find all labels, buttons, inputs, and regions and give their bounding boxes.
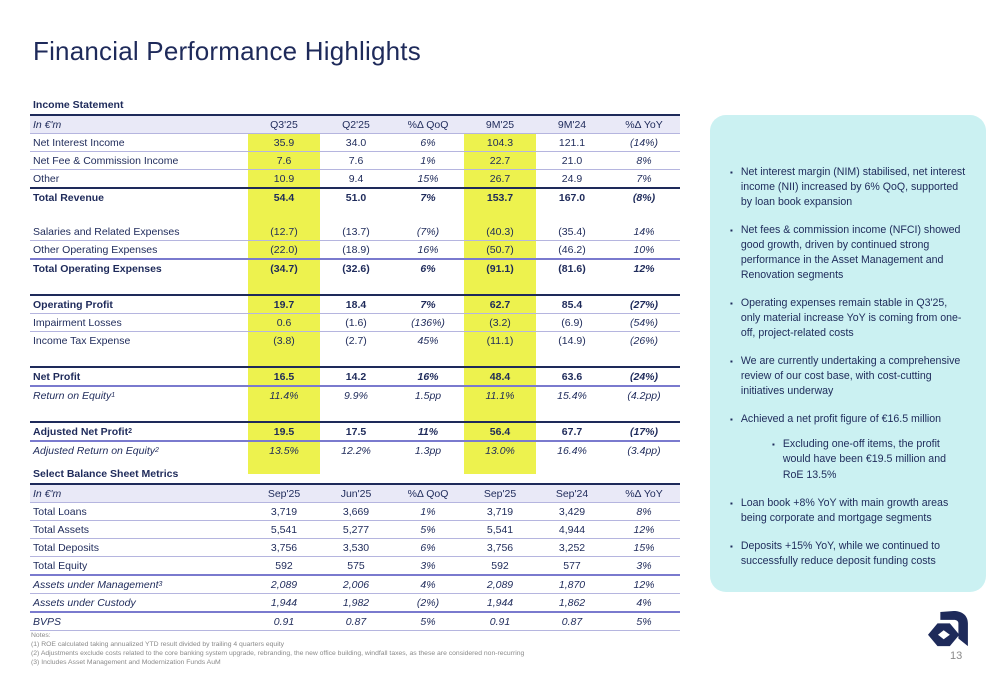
cell: 15% <box>417 172 439 185</box>
cell <box>608 206 680 223</box>
bullet-text: Loan book +8% YoY with main growth areas being corporate and mortgage segments <box>740 496 949 524</box>
cell: 11.4% <box>248 387 320 404</box>
cell: (34.7) <box>248 260 320 277</box>
cell: 0.87 <box>345 615 367 628</box>
cell <box>248 349 320 366</box>
page-title: Financial Performance Highlights <box>33 36 421 66</box>
cell: (54%) <box>629 316 658 329</box>
cell: 12% <box>633 578 655 591</box>
cell: 35.9 <box>248 134 320 151</box>
table-header-row <box>30 114 680 134</box>
cell: 22.7 <box>464 152 536 169</box>
bullet-marker-icon: ▪ <box>730 541 733 551</box>
table-row <box>30 503 680 521</box>
cell: 7% <box>420 191 436 204</box>
cell: 592 <box>491 559 509 572</box>
bullet-text: Excluding one-off items, the profit would have been €19.5 million and RoE 13.5% <box>782 438 946 481</box>
row-label: Income Tax Expense <box>33 334 131 347</box>
bullet-marker-icon: ▪ <box>730 168 733 177</box>
row-label: Adjusted Return on Equity 2 <box>33 444 159 457</box>
cell: (8%) <box>632 191 656 204</box>
cell: 1.3pp <box>414 444 442 457</box>
cell: (91.1) <box>464 260 536 277</box>
cell: (2%) <box>416 596 440 609</box>
table-row <box>30 539 680 557</box>
cell: 13.5% <box>248 442 320 459</box>
row-label: Net Fee & Commission Income <box>33 154 179 167</box>
table-row <box>30 332 680 349</box>
cell: (3.8) <box>248 332 320 349</box>
column-header: Jun'25 <box>340 487 372 500</box>
cell: (40.3) <box>464 223 536 240</box>
cell: (14.9) <box>558 334 586 347</box>
cell: 1% <box>420 154 436 167</box>
cell <box>608 404 680 421</box>
income-statement-section <box>30 99 680 474</box>
cell <box>536 349 608 366</box>
bullet-text: Deposits +15% YoY, while we continued to successfully reduce deposit funding costs <box>740 539 941 567</box>
cell: 19.7 <box>248 296 320 313</box>
cell <box>392 206 464 223</box>
cell: 3,530 <box>342 541 370 554</box>
row-label: Other Operating Expenses <box>33 243 158 256</box>
row-label: Total Operating Expenses <box>33 262 162 275</box>
cell: 6% <box>420 262 436 275</box>
cell: 63.6 <box>561 370 583 383</box>
cell: (17%) <box>629 425 658 438</box>
table-row <box>30 576 680 594</box>
bullet-item <box>730 539 968 569</box>
row-label: Salaries and Related Expenses <box>33 225 180 238</box>
row-label: BVPS <box>33 615 62 628</box>
cell: 6% <box>420 136 436 149</box>
cell: 592 <box>275 559 293 572</box>
company-logo-icon <box>926 611 968 649</box>
cell: 1,870 <box>558 578 586 591</box>
cell: 45% <box>417 334 439 347</box>
cell: 16.5 <box>248 368 320 385</box>
cell: 10.9 <box>248 170 320 187</box>
cell: (3.2) <box>464 314 536 331</box>
cell: 12.2% <box>341 444 371 457</box>
cell: 0.91 <box>273 615 295 628</box>
row-label: Assets under Management 3 <box>33 578 163 591</box>
cell: 121.1 <box>558 136 586 149</box>
column-header: In €'m <box>33 487 62 500</box>
cell <box>464 404 536 421</box>
cell: 11% <box>417 425 439 438</box>
bullet-marker-icon: ▪ <box>730 415 733 425</box>
cell: 1,944 <box>486 596 514 609</box>
bullet-item <box>730 165 968 210</box>
cell: 3,756 <box>486 541 514 554</box>
cell <box>392 277 464 294</box>
balance-sheet-section-title: Select Balance Sheet Metrics <box>33 468 179 480</box>
cell <box>248 404 320 421</box>
cell: 12% <box>633 523 655 536</box>
row-label: Total Deposits <box>33 541 99 554</box>
cell: 18.4 <box>345 298 367 311</box>
table-row <box>30 521 680 539</box>
table-row <box>30 189 680 206</box>
table-row <box>30 594 680 613</box>
cell: 54.4 <box>248 189 320 206</box>
table-row <box>30 423 680 442</box>
cell: 1,982 <box>342 596 370 609</box>
cell: (22.0) <box>248 241 320 258</box>
cell: 5,277 <box>342 523 370 536</box>
cell: 5,541 <box>270 523 298 536</box>
cell: 19.5 <box>248 423 320 440</box>
cell: 3% <box>420 559 436 572</box>
bullet-text: Operating expenses remain stable in Q3'25, only material increase YoY is coming from one-off, project-related costs <box>740 297 962 340</box>
column-header: In €'m <box>33 118 62 131</box>
bullet-text: We are currently undertaking a comprehensive review of our cost base, with cost-cutting initiatives underway <box>740 355 961 398</box>
column-header: Q2'25 <box>342 118 370 131</box>
cell: 17.5 <box>345 425 367 438</box>
cell: 1,862 <box>558 596 586 609</box>
cell: (81.6) <box>558 262 586 275</box>
cell: 10% <box>633 243 655 256</box>
balance-sheet-table <box>30 483 680 631</box>
commentary-bullet-list <box>730 165 968 569</box>
table-row <box>30 557 680 576</box>
cell: 15% <box>633 541 655 554</box>
cell: (136%) <box>411 316 445 329</box>
cell <box>392 404 464 421</box>
cell <box>608 349 680 366</box>
cell: 2,089 <box>486 578 514 591</box>
cell <box>248 277 320 294</box>
cell: 9.9% <box>344 389 368 402</box>
cell: 26.7 <box>464 170 536 187</box>
cell: 8% <box>636 154 652 167</box>
cell: 7% <box>636 172 652 185</box>
cell: 5% <box>636 615 652 628</box>
footnote-line: (2) Adjustments exclude costs related to the core banking system upgrade, rebranding, the new office building, windfall taxes, as these are considered non-recurring <box>31 649 525 657</box>
cell: 16% <box>417 243 439 256</box>
cell: 15.4% <box>557 389 587 402</box>
bullet-text: Net interest margin (NIM) stabilised, net interest income (NII) increased by 6% QoQ, supported by loan book expansion <box>740 166 966 209</box>
cell: 16.4% <box>557 444 587 457</box>
row-label: Net Interest Income <box>33 136 125 149</box>
column-header: Sep'24 <box>555 487 589 500</box>
row-label: Adjusted Net Profit 2 <box>33 425 132 438</box>
cell <box>464 349 536 366</box>
cell: 3,719 <box>486 505 514 518</box>
bullet-text: Net fees & commission income (NFCI) showed good growth, driven by continued strong performance in the Asset Management and Renovation segments <box>740 224 961 282</box>
cell: (32.6) <box>342 262 370 275</box>
cell: 167.0 <box>558 191 586 204</box>
cell: (26%) <box>629 334 658 347</box>
bullet-item <box>730 412 968 427</box>
cell: (11.1) <box>464 332 536 349</box>
table-row <box>30 442 680 459</box>
cell: 5,541 <box>486 523 514 536</box>
column-header: Sep'25 <box>267 487 301 500</box>
table-row <box>30 241 680 260</box>
cell: (2.7) <box>345 334 367 347</box>
cell <box>464 206 536 223</box>
cell: 24.9 <box>561 172 583 185</box>
row-label: Total Revenue <box>33 191 104 204</box>
column-header: Q3'25 <box>270 118 298 131</box>
cell: 62.7 <box>464 296 536 313</box>
cell: 3,756 <box>270 541 298 554</box>
table-row <box>30 223 680 241</box>
cell: 3% <box>636 559 652 572</box>
cell: 48.4 <box>464 368 536 385</box>
table-row <box>30 170 680 189</box>
cell: (3.4pp) <box>627 444 661 457</box>
bullet-marker-icon: ▪ <box>730 498 733 508</box>
footnotes <box>31 632 524 668</box>
cell: 13.0% <box>464 442 536 459</box>
cell: 2,089 <box>270 578 298 591</box>
cell: 3,429 <box>558 505 586 518</box>
cell: (14%) <box>629 136 658 149</box>
cell: (1.6) <box>345 316 367 329</box>
row-label: Assets under Custody <box>33 596 136 609</box>
spacer-row <box>30 277 680 296</box>
cell: 0.87 <box>561 615 583 628</box>
cell: 104.3 <box>464 134 536 151</box>
page-number: 13 <box>950 650 963 662</box>
column-header: %Δ QoQ <box>407 118 449 131</box>
spacer-row <box>30 404 680 423</box>
row-label: Total Loans <box>33 505 87 518</box>
row-label: Total Assets <box>33 523 90 536</box>
row-label <box>30 404 248 421</box>
income-statement-section-title: Income Statement <box>33 99 124 111</box>
cell: (50.7) <box>464 241 536 258</box>
table-row <box>30 260 680 277</box>
cell: 16% <box>417 370 439 383</box>
cell: 2,006 <box>342 578 370 591</box>
table-row <box>30 134 680 152</box>
cell: 1,944 <box>270 596 298 609</box>
bullet-marker-icon: ▪ <box>730 357 733 367</box>
cell: (4.2pp) <box>627 389 661 402</box>
cell <box>320 349 392 366</box>
table-row <box>30 368 680 387</box>
column-header: %Δ QoQ <box>407 487 449 500</box>
bullet-item <box>772 437 968 482</box>
cell <box>464 277 536 294</box>
cell: 8% <box>636 505 652 518</box>
cell: 14% <box>633 225 655 238</box>
footnote-line: (1) ROE calculated taking annualized YTD result divided by trailing 4 quarters equity <box>31 640 285 648</box>
cell: 34.0 <box>345 136 367 149</box>
cell: 4% <box>420 578 436 591</box>
cell: 14.2 <box>345 370 367 383</box>
cell <box>248 206 320 223</box>
cell: 1% <box>420 505 436 518</box>
spacer-row <box>30 349 680 368</box>
cell: 5% <box>420 615 436 628</box>
row-label: Operating Profit <box>33 298 113 311</box>
footnote-line: (3) Includes Asset Management and Modernization Funds AuM <box>31 658 221 666</box>
bullet-marker-icon: ▪ <box>730 226 733 236</box>
footnotes-title: Notes: <box>31 632 51 639</box>
cell: (6.9) <box>561 316 583 329</box>
cell: 12% <box>633 262 655 275</box>
commentary-panel <box>710 115 986 592</box>
row-label <box>30 349 248 366</box>
cell: (46.2) <box>558 243 586 256</box>
cell: 0.6 <box>248 314 320 331</box>
cell <box>392 349 464 366</box>
cell: (7%) <box>416 225 440 238</box>
cell: 3,719 <box>270 505 298 518</box>
cell: 6% <box>420 541 436 554</box>
income-statement-table <box>30 114 680 474</box>
cell: 21.0 <box>561 154 583 167</box>
bullet-item <box>730 354 968 399</box>
cell <box>320 277 392 294</box>
row-label: Return on Equity 1 <box>33 389 116 402</box>
column-header: 9M'24 <box>557 118 587 131</box>
cell: 577 <box>563 559 581 572</box>
cell: 7.6 <box>348 154 364 167</box>
row-label <box>30 206 248 223</box>
cell <box>320 404 392 421</box>
cell: 575 <box>347 559 365 572</box>
table-header-row <box>30 483 680 503</box>
spacer-row <box>30 206 680 223</box>
cell: 3,252 <box>558 541 586 554</box>
bullet-item <box>730 496 968 526</box>
cell: 5% <box>420 523 436 536</box>
cell: (27%) <box>629 298 658 311</box>
column-header: %Δ YoY <box>625 487 663 500</box>
cell: 7% <box>420 298 436 311</box>
cell <box>536 277 608 294</box>
cell: 67.7 <box>561 425 583 438</box>
bullet-item <box>730 296 968 341</box>
column-header: %Δ YoY <box>625 118 663 131</box>
bullet-marker-icon: ▪ <box>730 299 733 309</box>
cell: (12.7) <box>248 223 320 240</box>
cell <box>536 404 608 421</box>
cell: 9.4 <box>348 172 364 185</box>
balance-sheet-section <box>30 468 680 631</box>
row-label <box>30 277 248 294</box>
row-label: Total Equity <box>33 559 88 572</box>
table-row <box>30 613 680 631</box>
cell: 153.7 <box>464 189 536 206</box>
bullet-marker-icon: ▪ <box>772 440 775 450</box>
cell: 1.5pp <box>414 389 442 402</box>
cell: 11.1% <box>464 387 536 404</box>
table-row <box>30 314 680 332</box>
cell: 85.4 <box>561 298 583 311</box>
column-header: 9M'25 <box>485 118 515 131</box>
cell: 51.0 <box>345 191 367 204</box>
cell: 0.91 <box>489 615 511 628</box>
cell: 4% <box>636 596 652 609</box>
table-row <box>30 387 680 404</box>
footnote-items <box>31 641 524 668</box>
column-header: Sep'25 <box>483 487 517 500</box>
cell: 7.6 <box>248 152 320 169</box>
bullet-item <box>730 223 968 283</box>
table-row <box>30 296 680 314</box>
cell <box>320 206 392 223</box>
row-label: Net Profit <box>33 370 81 383</box>
cell: (24%) <box>629 370 658 383</box>
row-label: Other <box>33 172 60 185</box>
cell: 56.4 <box>464 423 536 440</box>
cell: 3,669 <box>342 505 370 518</box>
cell <box>608 277 680 294</box>
cell: 4,944 <box>558 523 586 536</box>
cell <box>536 206 608 223</box>
cell: (13.7) <box>342 225 370 238</box>
cell: (35.4) <box>558 225 586 238</box>
table-row <box>30 152 680 170</box>
cell: (18.9) <box>342 243 370 256</box>
row-label: Impairment Losses <box>33 316 122 329</box>
bullet-text: Achieved a net profit figure of €16.5 million <box>740 413 942 426</box>
